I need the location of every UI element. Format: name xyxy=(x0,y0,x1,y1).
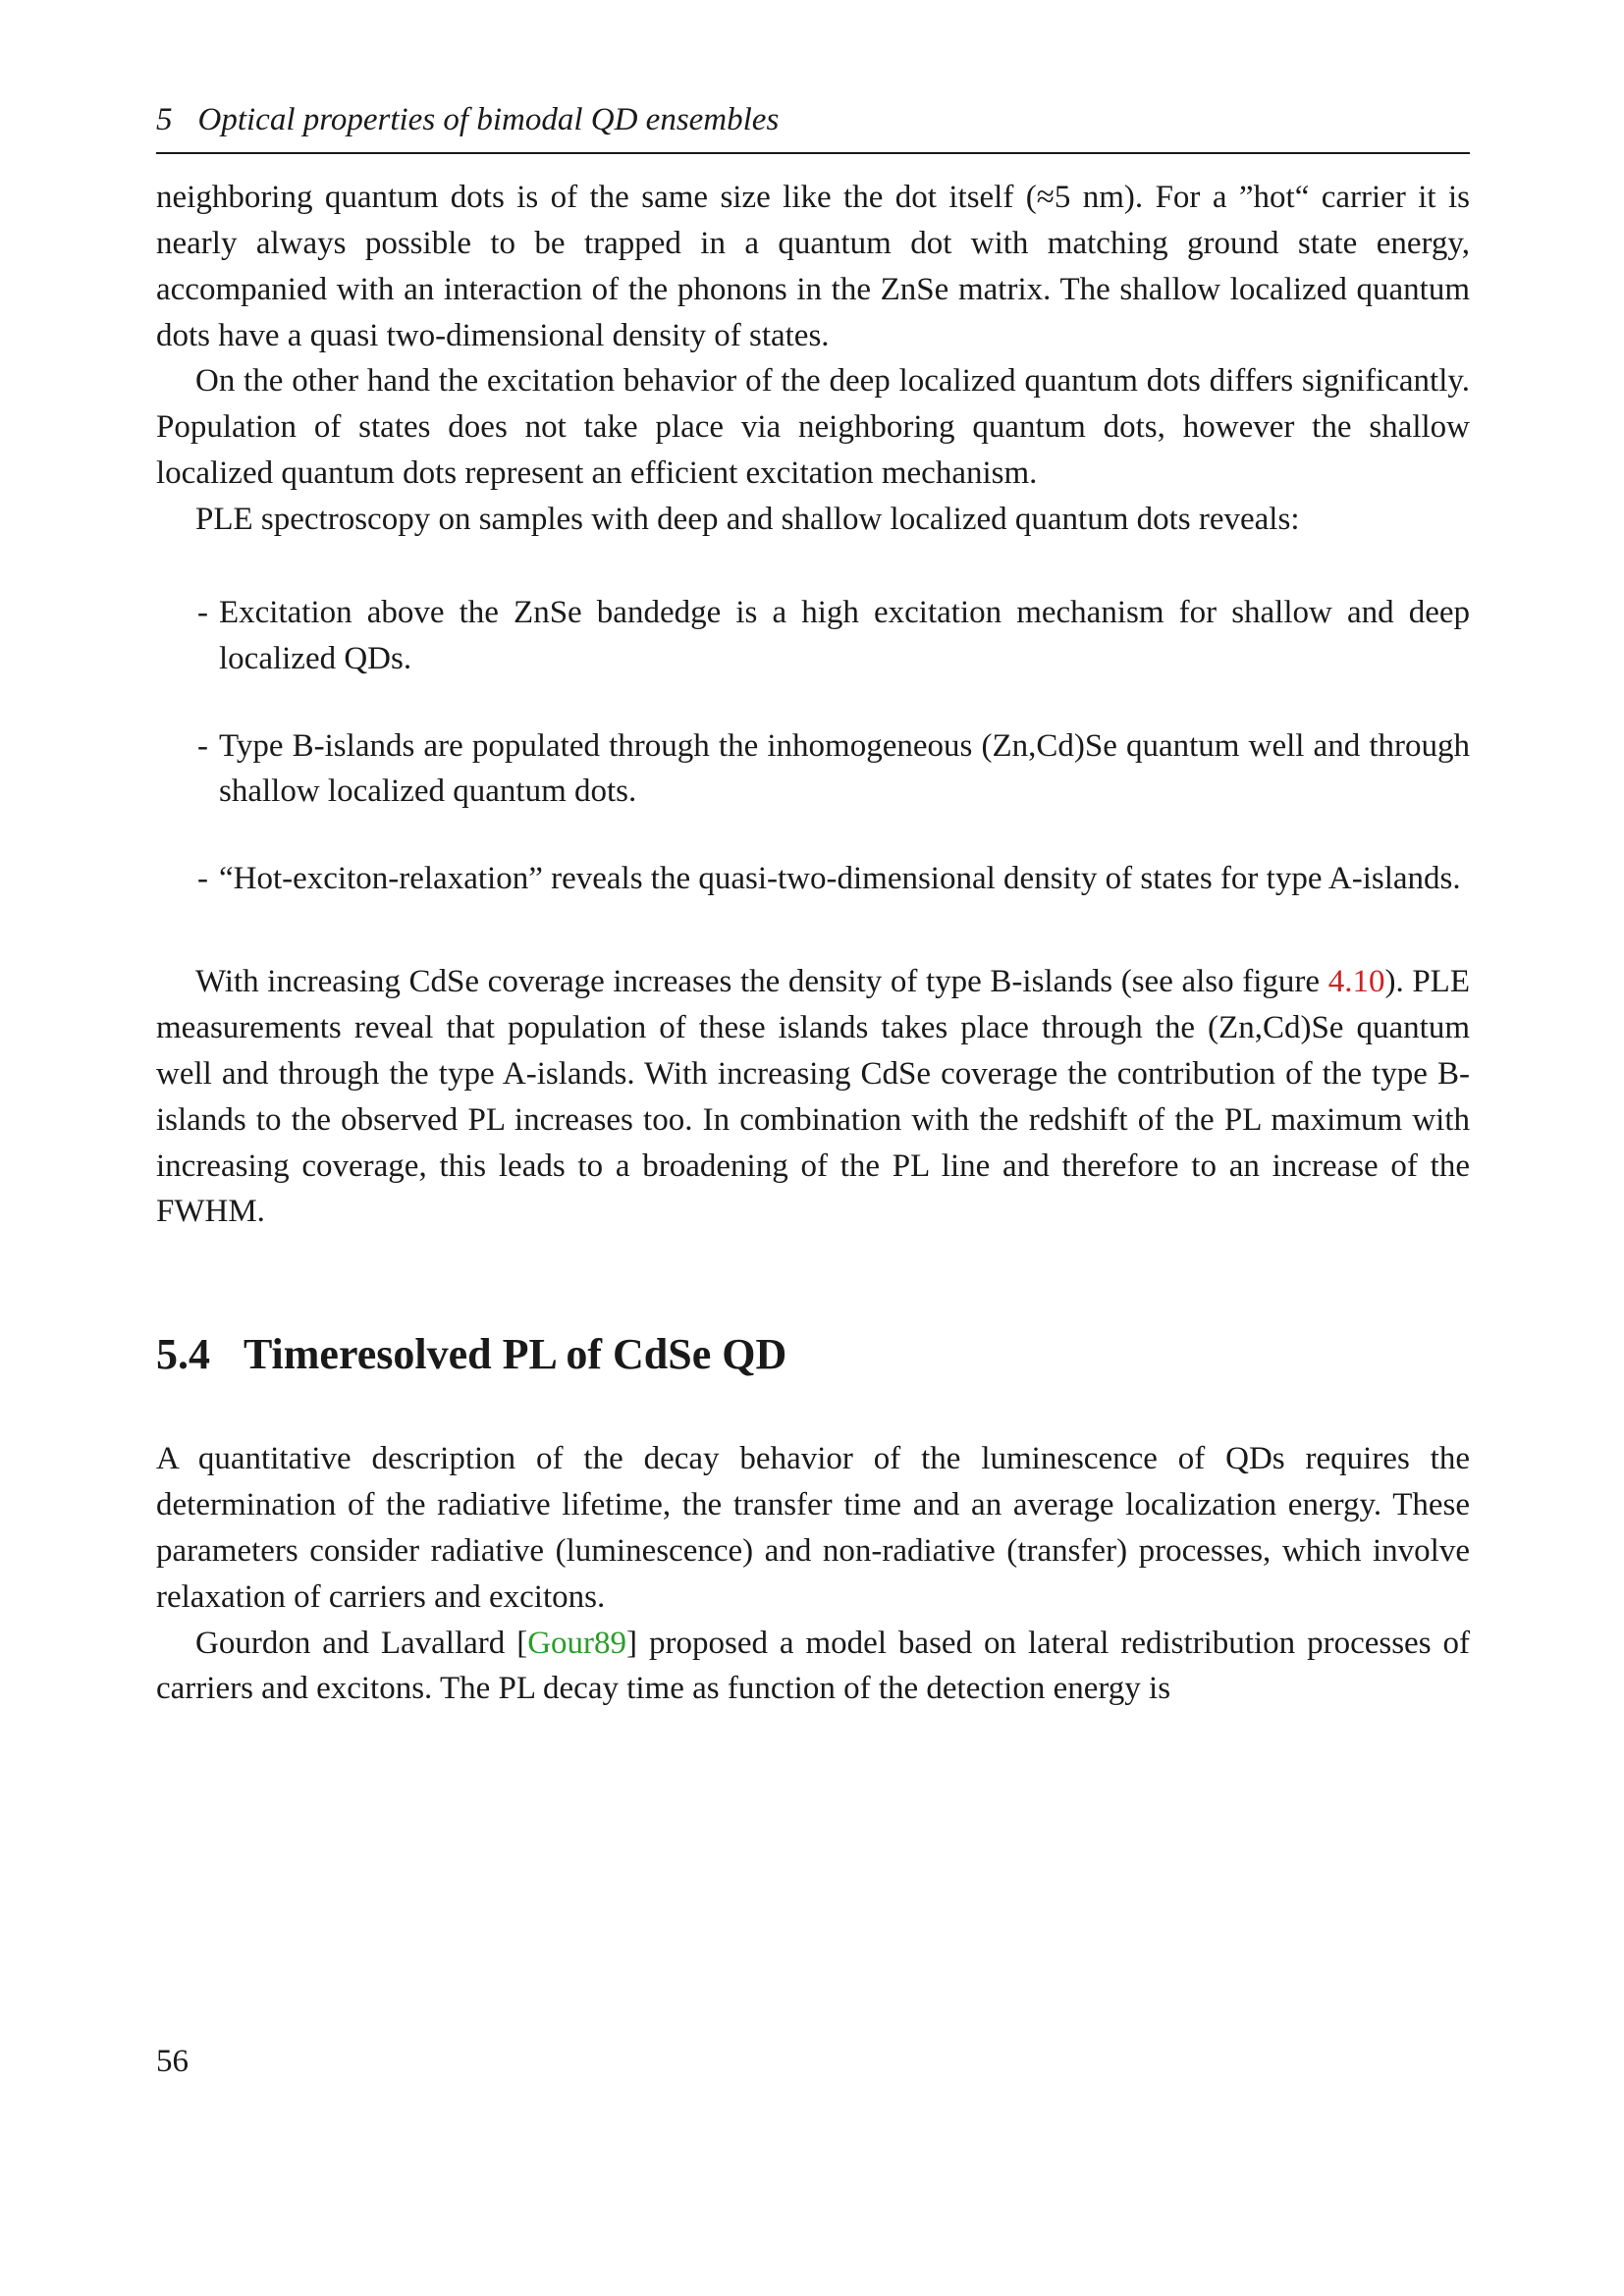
paragraph-ple-intro: PLE spectroscopy on samples with deep and shallow localized quantum dots reveals: xyxy=(195,502,1300,538)
paragraph-text: ). PLE measurements reveal that population of these islands takes place through the (Zn,Cd)Se quantum well and through the type A-islands. With increasing CdSe coverage the contribution of the type B-islands to the observed PL increases too. In combination with the redshift of the PL maximum with increasing coverage, this leads to a broadening of the PL line and therefore to an increase of the FWHM. xyxy=(156,964,1470,1230)
list-item xyxy=(156,590,1470,682)
section-heading xyxy=(156,1329,1470,1381)
dash-marker: - xyxy=(197,727,208,764)
page-content xyxy=(156,175,1470,1712)
paragraph-excitation-behavior: On the other hand the excitation behavior of the deep localized quantum dots differs significantly. Population of states does not take place via neighboring quantum dots, however the shallow localized quantum dots represent an efficient excitation mechanism. xyxy=(156,363,1470,492)
list-item-text: “Hot-exciton-relaxation” reveals the quasi-two-dimensional density of states for type A-islands. xyxy=(219,861,1461,897)
section-title: Timeresolved PL of CdSe QD xyxy=(244,1330,787,1379)
paragraph-text: With increasing CdSe coverage increases the density of type B-islands (see also figure xyxy=(195,964,1328,1000)
paragraph-continuation: neighboring quantum dots is of the same size like the dot itself (≈5 nm). For a ”hot“ carrier it is nearly always possible to be trapped in a quantum dot with matching ground state energy, accompanied with an interaction of the phonons in the ZnSe matrix. The shallow localized quantum dots have a quasi two-dimensional density of states. xyxy=(156,180,1470,353)
dash-marker: - xyxy=(197,861,208,897)
list-item-text: Excitation above the ZnSe bandedge is a high excitation mechanism for shallow and deep localized QDs. xyxy=(219,594,1470,676)
paragraph-cdse-coverage xyxy=(156,959,1470,1235)
dash-marker: - xyxy=(197,594,208,630)
paragraph-quantitative-description: A quantitative description of the decay behavior of the luminescence of QDs requires the determination of the radiative lifetime, the transfer time and an average localization energy. These parameters consider radiative (luminescence) and non-radiative (transfer) processes, which involve relaxation of carriers and excitons. xyxy=(156,1441,1470,1615)
running-header xyxy=(156,101,1470,154)
list-item xyxy=(156,723,1470,816)
paragraph-gourdon-lavallard xyxy=(156,1621,1470,1713)
chapter-title: Optical properties of bimodal QD ensembles xyxy=(197,102,780,137)
citation-link[interactable]: Gour89 xyxy=(527,1625,627,1661)
chapter-number: 5 xyxy=(156,102,173,137)
findings-list xyxy=(156,590,1470,902)
paragraph-text: Gourdon and Lavallard [ xyxy=(195,1625,528,1661)
paragraph-text: ] proposed a model based on lateral redistribution processes of carriers and excitons. The PL decay time as function of the detection energy is xyxy=(156,1625,1470,1707)
section-number: 5.4 xyxy=(156,1330,210,1379)
list-item-text: Type B-islands are populated through the inhomogeneous (Zn,Cd)Se quantum well and through shallow localized quantum dots. xyxy=(219,727,1470,810)
figure-reference-link[interactable]: 4.10 xyxy=(1327,964,1385,1000)
page-number: 56 xyxy=(156,2044,189,2079)
list-item xyxy=(156,856,1470,902)
